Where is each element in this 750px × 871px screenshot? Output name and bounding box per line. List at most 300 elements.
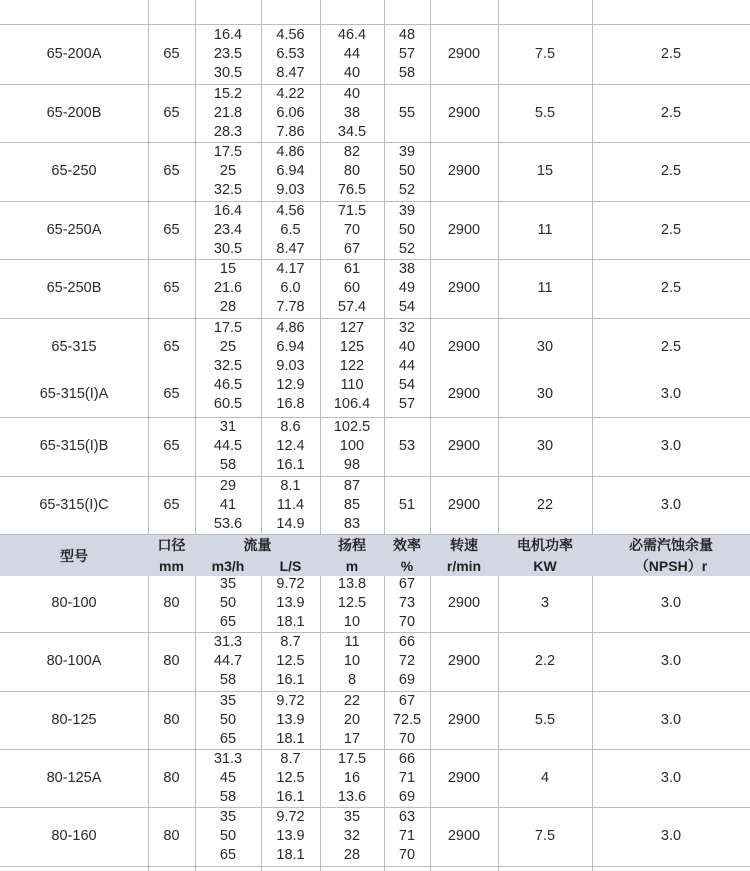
cell-value: 40 xyxy=(343,85,361,102)
cell-value: 9.72 xyxy=(276,692,305,709)
cell-power: 3 xyxy=(540,595,550,611)
cell-value: 76.5 xyxy=(337,182,367,198)
cell-head xyxy=(320,749,384,807)
cell-value: 49 xyxy=(398,280,416,296)
table-row xyxy=(0,476,750,534)
cell-value: 44.7 xyxy=(213,653,243,669)
cell-eff xyxy=(384,575,430,632)
cell-speed: 2900 xyxy=(447,828,481,844)
cell-value: 38 xyxy=(343,104,361,121)
cell-power: 7.5 xyxy=(534,828,556,844)
cell-speed: 2900 xyxy=(447,438,481,454)
cell-value: 9.72 xyxy=(276,576,305,592)
cell-value: 12.5 xyxy=(337,595,367,611)
cell-value: 23.5 xyxy=(213,45,243,62)
cell-value: 54 xyxy=(398,299,416,315)
cell-speed: 2900 xyxy=(447,711,481,728)
cell-value: 8.47 xyxy=(276,240,305,257)
cell-npsh: 2.5 xyxy=(660,339,682,355)
cell-value: 73 xyxy=(398,595,416,611)
cell-value: 10 xyxy=(343,614,361,630)
cell-value: 35 xyxy=(343,809,361,825)
cell-value: 44.5 xyxy=(213,438,243,454)
cell-value: 35 xyxy=(219,809,237,825)
cell-value: 11 xyxy=(344,634,360,650)
cell-value: 21.6 xyxy=(213,280,243,296)
header-power: 电机功率 xyxy=(517,537,573,553)
table-row xyxy=(0,417,750,476)
cell-flow-ls xyxy=(261,201,320,259)
cell-value: 8.47 xyxy=(276,64,305,81)
cell-value: 57 xyxy=(398,395,416,412)
cell-value: 67 xyxy=(398,576,416,592)
cell-npsh: 2.5 xyxy=(660,280,682,296)
cell-value: 17 xyxy=(343,730,361,747)
cell-flow-ls xyxy=(261,632,320,691)
header-flow: 流量 xyxy=(243,537,272,553)
cell-value: 46.5 xyxy=(213,376,243,393)
cell-flow-ls xyxy=(261,24,320,84)
cell-caliber: 80 xyxy=(163,595,180,611)
cell-flow-m3h xyxy=(195,691,261,749)
cell-power: 5.5 xyxy=(534,104,556,121)
cell-value: 4.56 xyxy=(276,202,305,219)
cell-flow-m3h xyxy=(195,201,261,259)
cell-value: 58 xyxy=(219,457,237,473)
cell-value: 30.5 xyxy=(213,240,243,257)
cell-value: 13.9 xyxy=(276,711,305,728)
header-speed: 转速 xyxy=(450,537,478,553)
cell-value: 53.6 xyxy=(213,515,243,532)
cell-value: 28.3 xyxy=(213,123,243,140)
cell-value: 67 xyxy=(398,692,416,709)
cell-value: 72 xyxy=(398,653,416,669)
cell-value: 31 xyxy=(219,419,237,435)
cell-flow-ls xyxy=(261,807,320,866)
cell-model: 65-315 xyxy=(51,339,97,355)
cell-eff xyxy=(384,476,430,534)
cell-eff xyxy=(384,84,430,142)
header-head-unit: m xyxy=(345,558,359,574)
cell-value: 50 xyxy=(398,221,416,238)
cell-value: 8.7 xyxy=(280,634,301,650)
cell-head xyxy=(320,807,384,866)
cell-model: 65-315(I)B xyxy=(39,438,109,454)
cell-eff xyxy=(384,749,430,807)
cell-value: 82 xyxy=(343,144,361,160)
cell-value: 12.9 xyxy=(276,376,305,393)
cell-eff xyxy=(384,807,430,866)
cell-speed: 2900 xyxy=(447,653,481,669)
cell-value: 40 xyxy=(343,64,361,81)
cell-eff xyxy=(384,201,430,259)
cell-value: 21.8 xyxy=(213,104,243,121)
cell-power: 2.2 xyxy=(534,653,556,669)
cell-caliber: 80 xyxy=(163,711,180,728)
cell-power: 7.5 xyxy=(534,45,556,62)
cell-value: 8.7 xyxy=(280,750,301,767)
header-eff: 效率 xyxy=(393,537,421,553)
cell-model: 65-315(I)A xyxy=(39,386,109,402)
cell-value: 127 xyxy=(339,320,365,336)
cell-npsh: 2.5 xyxy=(660,45,682,62)
cell-caliber: 65 xyxy=(163,339,180,355)
cell-flow-ls xyxy=(261,84,320,142)
cell-value: 32.5 xyxy=(213,358,243,374)
cell-value: 65 xyxy=(219,730,237,747)
cell-value: 15.2 xyxy=(213,85,243,102)
cell-value: 55 xyxy=(398,104,416,121)
cell-value: 44 xyxy=(343,45,361,62)
cell-value: 70 xyxy=(398,847,416,863)
cell-speed: 2900 xyxy=(447,221,481,238)
cell-value: 13.8 xyxy=(337,576,367,592)
cell-power: 30 xyxy=(536,386,554,402)
cell-value: 44 xyxy=(398,358,416,374)
cell-flow-ls xyxy=(261,417,320,476)
table-row xyxy=(0,807,750,866)
cell-value: 67 xyxy=(343,240,361,257)
cell-caliber: 65 xyxy=(163,280,180,296)
cell-value: 50 xyxy=(219,711,237,728)
cell-power: 4 xyxy=(540,769,550,786)
cell-value: 48 xyxy=(398,26,416,43)
header-caliber: 口径 xyxy=(157,537,186,553)
cell-value: 6.53 xyxy=(276,45,305,62)
cell-flow-m3h xyxy=(195,575,261,632)
cell-eff xyxy=(384,417,430,476)
cell-flow-ls xyxy=(261,259,320,318)
table-row xyxy=(0,749,750,807)
cell-value: 53 xyxy=(398,438,416,454)
cell-flow-m3h xyxy=(195,749,261,807)
cell-value: 6.06 xyxy=(276,104,305,121)
cell-flow-m3h xyxy=(195,259,261,318)
cell-value: 65 xyxy=(219,614,237,630)
cell-speed: 2900 xyxy=(447,595,481,611)
cell-model: 65-200A xyxy=(46,45,102,62)
cell-value: 83 xyxy=(343,515,361,532)
cell-value: 10 xyxy=(343,653,361,669)
cell-value: 12.5 xyxy=(276,769,305,786)
cell-speed: 2900 xyxy=(447,496,481,513)
cell-flow-m3h xyxy=(195,807,261,866)
cell-value: 50 xyxy=(219,595,237,611)
cell-speed: 2900 xyxy=(447,163,481,179)
cell-value: 52 xyxy=(398,182,416,198)
cell-value: 70 xyxy=(398,730,416,747)
cell-value: 16.8 xyxy=(276,395,305,412)
cell-value: 38 xyxy=(398,261,416,277)
cell-value: 110 xyxy=(340,376,364,393)
cell-value: 32.5 xyxy=(213,182,243,198)
cell-value: 9.03 xyxy=(276,182,305,198)
cell-value: 20 xyxy=(343,711,361,728)
cell-eff xyxy=(384,259,430,318)
cell-value: 12.5 xyxy=(276,653,305,669)
cell-value: 7.78 xyxy=(276,299,305,315)
cell-value: 12.4 xyxy=(276,438,305,454)
cell-value: 58 xyxy=(398,64,416,81)
cell-caliber: 65 xyxy=(163,221,180,238)
cell-value: 23.4 xyxy=(213,221,243,238)
cell-value: 13.9 xyxy=(276,595,305,611)
header-caliber-unit: mm xyxy=(159,558,184,574)
cell-npsh: 3.0 xyxy=(660,653,682,669)
cell-value: 16 xyxy=(343,769,361,786)
cell-head xyxy=(320,318,384,377)
cell-value: 71.5 xyxy=(337,202,367,219)
cell-value: 25 xyxy=(219,163,237,179)
cell-speed: 2900 xyxy=(447,104,481,121)
cell-value: 54 xyxy=(398,376,416,393)
cell-value: 52 xyxy=(398,240,416,257)
cell-value: 4.86 xyxy=(276,144,305,160)
header-power-unit: KW xyxy=(533,558,557,574)
cell-model: 65-250 xyxy=(51,163,97,179)
cell-value: 32 xyxy=(343,828,361,844)
cell-head xyxy=(320,142,384,201)
cell-flow-m3h xyxy=(195,417,261,476)
cell-value: 4.22 xyxy=(276,85,305,102)
cell-model: 80-100A xyxy=(46,653,102,669)
cell-value: 87 xyxy=(343,477,361,494)
cell-caliber: 65 xyxy=(163,386,180,402)
cell-power: 22 xyxy=(536,496,554,513)
cell-value: 35 xyxy=(219,692,237,709)
cell-speed: 2900 xyxy=(447,769,481,786)
cell-value: 98 xyxy=(343,457,361,473)
cell-flow-ls xyxy=(261,318,320,377)
header-model: 型号 xyxy=(60,547,88,564)
cell-eff xyxy=(384,632,430,691)
cell-value: 16.4 xyxy=(213,202,243,219)
column-header-row xyxy=(0,535,750,576)
cell-model: 65-315(I)C xyxy=(39,496,109,513)
cell-npsh: 3.0 xyxy=(660,595,682,611)
cell-value: 31.3 xyxy=(213,634,243,650)
cell-value: 18.1 xyxy=(276,614,305,630)
cell-eff xyxy=(384,142,430,201)
cell-value: 16.1 xyxy=(276,788,305,805)
cell-flow-ls xyxy=(261,575,320,632)
cell-value: 60 xyxy=(343,280,361,296)
cell-value: 8.6 xyxy=(280,419,301,435)
cell-value: 50 xyxy=(398,163,416,179)
cell-flow-m3h xyxy=(195,318,261,377)
cell-power: 30 xyxy=(536,438,554,454)
cell-value: 16.1 xyxy=(276,457,305,473)
cell-value: 9.72 xyxy=(276,809,305,825)
table-row xyxy=(0,84,750,142)
cell-flow-m3h xyxy=(195,24,261,84)
cell-npsh: 2.5 xyxy=(660,221,682,238)
cell-value: 4.86 xyxy=(276,320,305,336)
cell-value: 8.1 xyxy=(280,477,301,494)
cell-npsh: 3.0 xyxy=(660,711,682,728)
cell-value: 61 xyxy=(343,261,361,277)
cell-speed: 2900 xyxy=(447,45,481,62)
cell-head xyxy=(320,84,384,142)
cell-value: 57.4 xyxy=(337,299,367,315)
cell-value: 51 xyxy=(398,496,416,513)
cell-npsh: 2.5 xyxy=(660,163,682,179)
header-head: 扬程 xyxy=(338,537,366,553)
cell-head xyxy=(320,259,384,318)
cell-flow-ls xyxy=(261,749,320,807)
table-row xyxy=(0,24,750,84)
cell-caliber: 65 xyxy=(163,496,180,513)
cell-value: 16.1 xyxy=(276,672,305,688)
cell-power: 15 xyxy=(536,163,554,179)
cell-flow-m3h xyxy=(195,372,261,417)
cell-value: 17.5 xyxy=(337,750,367,767)
cell-value: 66 xyxy=(398,634,416,650)
table-row xyxy=(0,575,750,632)
header-flow-ls-unit: L/S xyxy=(279,558,302,574)
cell-value: 41 xyxy=(219,496,237,513)
cell-flow-ls xyxy=(261,142,320,201)
cell-npsh: 3.0 xyxy=(660,769,682,786)
cell-value: 40 xyxy=(398,339,416,355)
table-row xyxy=(0,142,750,201)
cell-value: 8 xyxy=(347,672,357,688)
cell-value: 13.9 xyxy=(276,828,305,844)
cell-power: 11 xyxy=(537,280,553,296)
cell-value: 122 xyxy=(339,358,365,374)
table-row xyxy=(0,318,750,377)
cell-model: 80-125 xyxy=(51,711,97,728)
cell-power: 30 xyxy=(536,339,554,355)
cell-eff xyxy=(384,24,430,84)
cell-value: 17.5 xyxy=(213,320,243,336)
cell-value: 57 xyxy=(398,45,416,62)
cell-value: 70 xyxy=(343,221,361,238)
cell-value: 6.94 xyxy=(276,339,305,355)
cell-value: 46.4 xyxy=(337,26,367,43)
header-npsh: 必需汽蚀余量 xyxy=(629,537,713,553)
cell-flow-m3h xyxy=(195,476,261,534)
cell-value: 106.4 xyxy=(333,395,371,412)
cell-value: 63 xyxy=(398,809,416,825)
cell-eff xyxy=(384,318,430,377)
cell-value: 6.0 xyxy=(280,280,301,296)
cell-value: 39 xyxy=(398,144,416,160)
cell-head xyxy=(320,691,384,749)
table-row xyxy=(0,372,750,417)
cell-value: 4.17 xyxy=(276,261,305,277)
cell-flow-ls xyxy=(261,372,320,417)
cell-value: 30.5 xyxy=(213,64,243,81)
cell-value: 28 xyxy=(343,847,361,863)
cell-value: 22 xyxy=(343,692,361,709)
cell-speed: 2900 xyxy=(447,386,481,402)
cell-head xyxy=(320,417,384,476)
cell-caliber: 80 xyxy=(163,828,180,844)
cell-eff xyxy=(384,691,430,749)
cell-value: 6.94 xyxy=(276,163,305,179)
cell-value: 125 xyxy=(339,339,365,355)
cell-model: 65-200B xyxy=(46,104,102,121)
cell-flow-m3h xyxy=(195,84,261,142)
cell-value: 102.5 xyxy=(333,419,371,435)
cell-value: 45 xyxy=(219,769,237,786)
cell-flow-ls xyxy=(261,691,320,749)
table-row xyxy=(0,201,750,259)
cell-value: 29 xyxy=(219,477,237,494)
cell-flow-m3h xyxy=(195,142,261,201)
cell-value: 17.5 xyxy=(213,144,243,160)
cell-value: 16.4 xyxy=(213,26,243,43)
cell-value: 69 xyxy=(398,788,416,805)
cell-head xyxy=(320,476,384,534)
cell-value: 85 xyxy=(343,496,361,513)
cell-value: 34.5 xyxy=(337,123,367,140)
cell-model: 80-125A xyxy=(46,769,102,786)
cell-value: 18.1 xyxy=(276,847,305,863)
cell-value: 7.86 xyxy=(276,123,305,140)
cell-value: 58 xyxy=(219,672,237,688)
cell-value: 13.6 xyxy=(337,788,367,805)
cell-value: 66 xyxy=(398,750,416,767)
cell-npsh: 3.0 xyxy=(660,438,682,454)
cell-caliber: 80 xyxy=(163,653,180,669)
table-row xyxy=(0,259,750,318)
cell-model: 80-100 xyxy=(51,595,97,611)
cell-value: 6.5 xyxy=(280,221,301,238)
cell-value: 39 xyxy=(398,202,416,219)
cell-power: 5.5 xyxy=(534,711,556,728)
cell-head xyxy=(320,575,384,632)
cell-value: 100 xyxy=(339,438,365,454)
cell-model: 65-250A xyxy=(46,221,102,238)
cell-npsh: 3.0 xyxy=(660,828,682,844)
cell-model: 65-250B xyxy=(46,280,102,296)
cell-npsh: 3.0 xyxy=(660,496,682,513)
cell-head xyxy=(320,372,384,417)
cell-value: 32 xyxy=(398,320,416,336)
cell-head xyxy=(320,632,384,691)
cell-value: 50 xyxy=(219,828,237,844)
cell-value: 58 xyxy=(219,788,237,805)
cell-caliber: 65 xyxy=(163,104,180,121)
cell-speed: 2900 xyxy=(447,339,481,355)
cell-value: 11.4 xyxy=(276,496,305,513)
cell-caliber: 65 xyxy=(163,438,180,454)
cell-value: 15 xyxy=(219,261,237,277)
header-flow-m3h-unit: m3/h xyxy=(211,558,245,574)
cell-value: 18.1 xyxy=(276,730,305,747)
cell-value: 25 xyxy=(219,339,237,355)
cell-value: 4.56 xyxy=(276,26,305,43)
cell-value: 14.9 xyxy=(276,515,305,532)
cell-head xyxy=(320,201,384,259)
cell-flow-m3h xyxy=(195,632,261,691)
cell-value: 71 xyxy=(398,828,416,844)
cell-eff xyxy=(384,372,430,417)
cell-head xyxy=(320,24,384,84)
cell-npsh: 3.0 xyxy=(660,386,682,402)
cell-value: 65 xyxy=(219,847,237,863)
header-speed-unit: r/min xyxy=(446,558,482,574)
cell-value: 80 xyxy=(343,163,361,179)
cell-caliber: 65 xyxy=(163,163,180,179)
cell-caliber: 80 xyxy=(163,769,180,786)
cell-npsh: 2.5 xyxy=(660,104,682,121)
cell-value: 28 xyxy=(219,299,237,315)
cell-value: 31.3 xyxy=(213,750,243,767)
header-npsh-unit: （NPSH）r xyxy=(634,558,708,574)
